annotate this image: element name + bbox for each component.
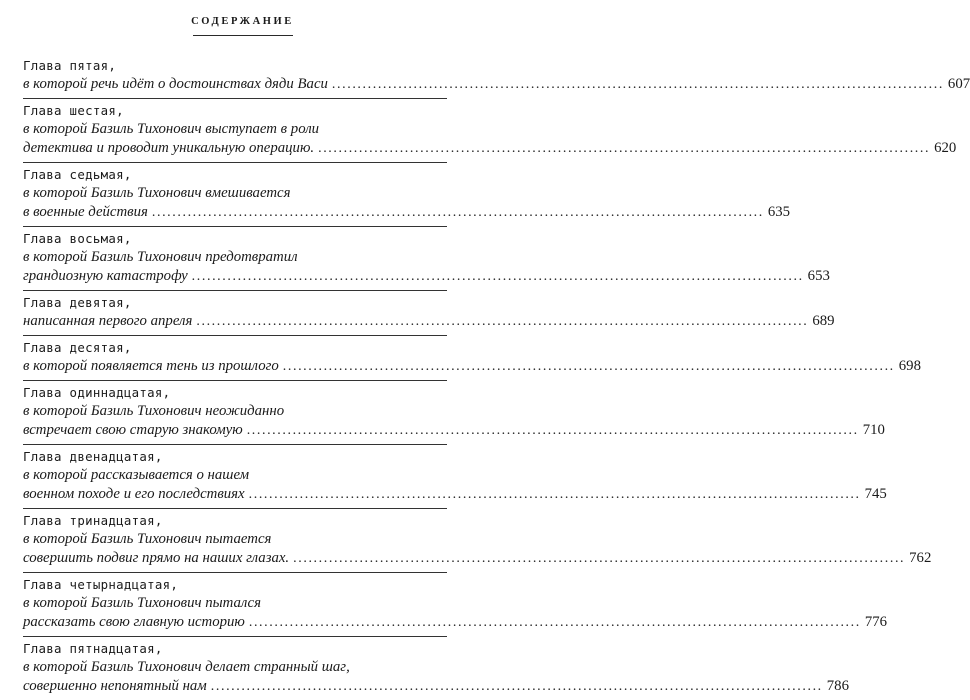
toc-entry[interactable]	[23, 509, 932, 573]
chapter-title: Глава десятая,	[23, 340, 132, 355]
heading-rule	[193, 35, 293, 36]
chapter-title: Глава пятнадцатая,	[23, 641, 163, 656]
toc-entry[interactable]	[23, 381, 885, 445]
dot-leader: ........................................................................................................................	[248, 615, 861, 630]
toc-entry[interactable]	[23, 445, 887, 509]
chapter-subtitle	[23, 312, 835, 335]
page-title: СОДЕРЖАНИЕ	[191, 16, 294, 27]
subtitle-line: рассказать свою главную историю	[23, 614, 245, 630]
page-number: 698	[898, 358, 921, 374]
toc-entry[interactable]	[23, 163, 791, 227]
chapter-title: Глава одиннадцатая,	[23, 385, 171, 400]
page-number: 689	[812, 313, 835, 329]
dot-leader: ........................................................................................................................	[246, 423, 859, 438]
subtitle-line-with-page	[23, 203, 791, 226]
toc-entry[interactable]	[23, 99, 957, 163]
subtitle-line: совершенно непонятный нам	[23, 678, 207, 694]
page-number: 762	[909, 550, 932, 566]
subtitle-line: в которой Базиль Тихонович вмешивается	[23, 185, 291, 201]
dot-leader: ........................................................................................................................	[210, 679, 823, 694]
subtitle-line-with-page	[23, 549, 932, 572]
toc-entry[interactable]	[23, 637, 849, 700]
subtitle-line-with-page	[23, 613, 888, 636]
page-number: 620	[934, 140, 957, 156]
subtitle-line: в которой Базиль Тихонович неожиданно	[23, 403, 285, 419]
subtitle-line: военном походе и его последствиях	[23, 486, 245, 502]
subtitle-line: в которой речь идёт о достоинствах дяди Васи	[23, 76, 328, 92]
chapter-subtitle	[23, 184, 791, 226]
subtitle-line-with-page	[23, 267, 830, 290]
subtitle-line: встречает свою старую знакомую	[23, 422, 243, 438]
chapter-title: Глава девятая,	[23, 295, 132, 310]
dot-leader: ........................................................................................................................	[293, 551, 906, 566]
page-number: 635	[767, 204, 791, 220]
subtitle-line-with-page	[23, 312, 835, 335]
chapter-title: Глава тринадцатая,	[23, 513, 163, 528]
toc-entry[interactable]	[23, 227, 830, 291]
page-number: 607	[947, 76, 970, 92]
subtitle-line-with-page	[23, 75, 970, 98]
dot-leader: ........................................................................................................................	[151, 205, 764, 220]
toc-entry[interactable]	[23, 291, 835, 336]
toc-entry[interactable]	[23, 54, 970, 99]
chapter-title: Глава седьмая,	[23, 167, 132, 182]
chapter-title: Глава пятая,	[23, 58, 117, 73]
page-number: 786	[826, 678, 849, 694]
chapter-subtitle	[23, 357, 921, 380]
chapter-subtitle	[23, 120, 957, 162]
chapter-title: Глава шестая,	[23, 103, 124, 118]
subtitle-line: в военные действия	[23, 204, 148, 220]
chapter-title: Глава восьмая,	[23, 231, 132, 246]
subtitle-line: детектива и проводит уникальную операцию.	[23, 140, 315, 156]
subtitle-line: в которой рассказывается о нашем	[23, 467, 250, 483]
page-number: 710	[862, 422, 885, 438]
toc-entry[interactable]	[23, 573, 888, 637]
subtitle-line-with-page	[23, 677, 849, 700]
subtitle-line: в которой появляется тень из прошлого	[23, 358, 279, 374]
chapter-title: Глава четырнадцатая,	[23, 577, 179, 592]
dot-leader: ........................................................................................................................	[331, 77, 944, 92]
chapter-subtitle	[23, 402, 885, 444]
subtitle-line: грандиозную катастрофу	[23, 268, 188, 284]
subtitle-line: в которой Базиль Тихонович предотвратил	[23, 249, 298, 265]
subtitle-line-with-page	[23, 485, 887, 508]
chapter-subtitle	[23, 466, 887, 508]
chapter-subtitle	[23, 658, 849, 700]
chapter-subtitle	[23, 594, 888, 636]
chapter-subtitle	[23, 248, 830, 290]
chapter-subtitle	[23, 75, 970, 98]
dot-leader: ........................................................................................................................	[191, 269, 804, 284]
page-number: 745	[864, 486, 887, 502]
subtitle-line: в которой Базиль Тихонович выступает в роли	[23, 121, 320, 137]
subtitle-line: в которой Базиль Тихонович пытается	[23, 531, 272, 547]
table-of-contents	[23, 54, 970, 700]
toc-entry[interactable]	[23, 336, 921, 381]
dot-leader: ........................................................................................................................	[282, 359, 895, 374]
dot-leader: ........................................................................................................................	[248, 487, 861, 502]
subtitle-line: написанная первого апреля	[23, 313, 193, 329]
subtitle-line-with-page	[23, 421, 885, 444]
chapter-title: Глава двенадцатая,	[23, 449, 163, 464]
page-number: 653	[807, 268, 830, 284]
heading-block	[0, 16, 485, 36]
subtitle-line-with-page	[23, 139, 957, 162]
subtitle-line: совершить подвиг прямо на наших глазах.	[23, 550, 290, 566]
subtitle-line-with-page	[23, 357, 921, 380]
subtitle-line: в которой Базиль Тихонович пытался	[23, 595, 261, 611]
chapter-subtitle	[23, 530, 932, 572]
subtitle-line: в которой Базиль Тихонович делает странный шаг,	[23, 659, 350, 675]
dot-leader: ........................................................................................................................	[196, 314, 809, 329]
page-number: 776	[864, 614, 888, 630]
dot-leader: ........................................................................................................................	[318, 141, 931, 156]
